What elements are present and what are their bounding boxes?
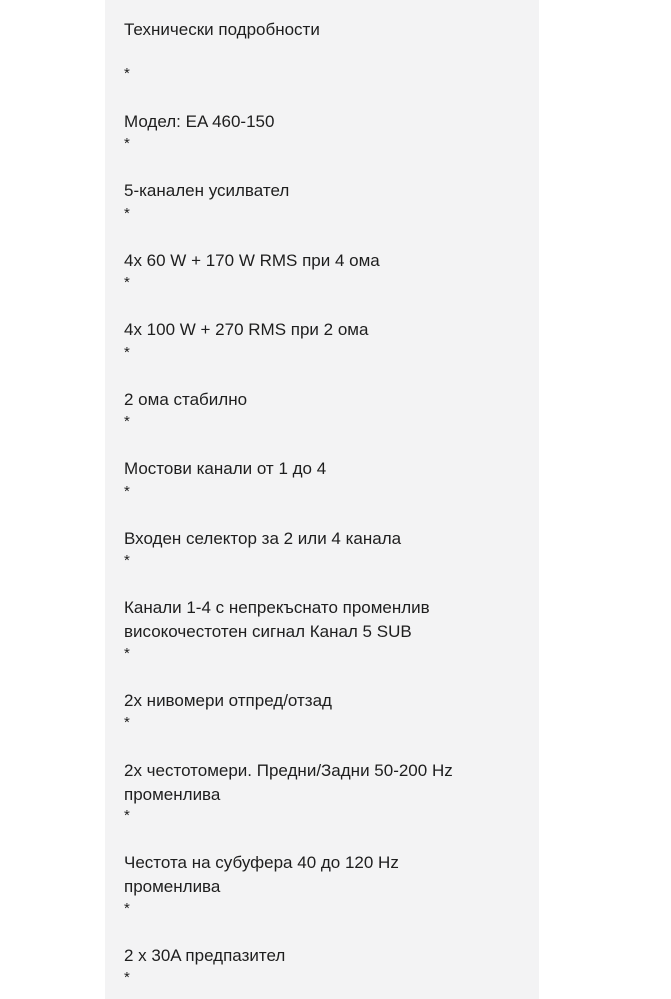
bullet: * [124,714,130,731]
bullet: * [124,969,130,986]
bullet: * [124,65,130,82]
spec-highpass-line1: Канали 1-4 с непрекъснато променлив [124,598,430,617]
section-title: Технически подробности [124,20,320,39]
spec-frequency-line1: 2x честотомери. Предни/Задни 50-200 Hz [124,761,453,780]
bullet: * [124,645,130,662]
spec-power-4ohm: 4x 60 W + 170 W RMS при 4 ома [124,251,380,270]
spec-channels: 5-канален усилвател [124,181,290,200]
spec-model: Модел: EA 460-150 [124,112,275,131]
spec-frequency-line2: променлива [124,785,221,804]
spec-fuse: 2 x 30A предпазител [124,946,286,965]
bullet: * [124,552,130,569]
bullet: * [124,413,130,430]
bullet: * [124,274,130,291]
spec-stable: 2 ома стабилно [124,390,248,409]
bullet: * [124,205,130,222]
spec-bridged: Мостови канали от 1 до 4 [124,459,327,478]
bullet: * [124,807,130,824]
bullet: * [124,135,130,152]
spec-subwoofer-line1: Честота на субуфера 40 до 120 Hz [124,853,399,872]
spec-level-meters: 2x нивомери отпред/отзад [124,691,332,710]
bullet: * [124,483,130,500]
bullet: * [124,900,130,917]
bullet: * [124,344,130,361]
spec-power-2ohm: 4x 100 W + 270 RMS при 2 ома [124,320,369,339]
spec-highpass-line2: високочестотен сигнал Канал 5 SUB [124,622,412,641]
spec-subwoofer-line2: променлива [124,877,221,896]
spec-input-selector: Входен селектор за 2 или 4 канала [124,529,402,548]
content-panel [105,0,539,999]
